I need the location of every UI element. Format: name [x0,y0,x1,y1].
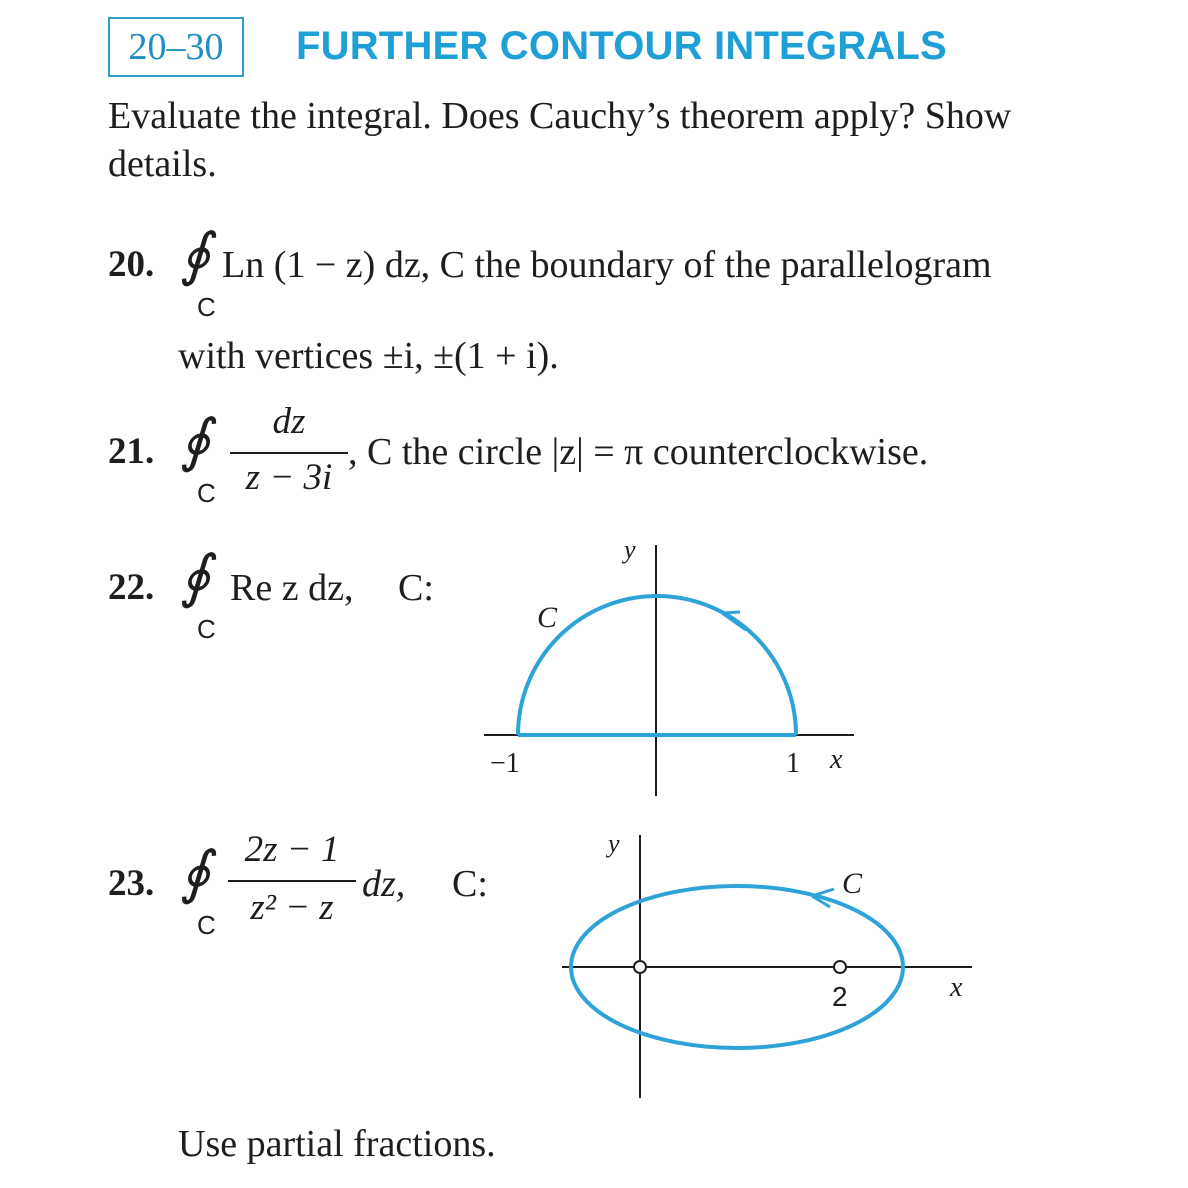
problem-21-text: , C the circle |z| = π counterclockwise. [348,431,929,473]
problem-22-contour-ref: C: [398,567,434,609]
problem-22-integrand: Re z dz, [230,567,354,609]
problem-20-text: Ln (1 − z) dz, C the boundary of the parallelogram [222,244,992,286]
fraction-numerator: dz [272,401,306,442]
contour-subscript: C [197,292,216,322]
problem-20-text-line2: with vertices ±i, ±(1 + i). [178,335,559,377]
problem-20-number: 20. [108,244,155,285]
section-title: FURTHER CONTOUR INTEGRALS [296,24,947,68]
problem-23-differential: dz, [362,863,406,905]
problem-23-contour-ref: C: [452,863,488,905]
tick-label-2: 2 [832,981,848,1012]
pole-marker-origin [634,961,646,973]
section-number: 20–30 [128,26,224,68]
fraction-numerator: 2z − 1 [244,829,340,870]
contour-integral-sign: ∮ [180,408,211,473]
contour-integral-sign: ∮ [180,222,211,287]
figure-23 [562,829,972,1098]
contour-subscript: C [197,614,216,644]
tick-label-left: −1 [490,748,520,779]
problem-21-number: 21. [108,431,155,472]
problem-22-number: 22. [108,567,155,608]
curve-label: C [537,601,558,634]
figure-22 [484,535,854,796]
y-axis-label: y [624,535,636,564]
x-axis-label: x [830,744,843,775]
fraction-denominator: z − 3i [245,457,333,498]
y-axis-label: y [608,829,620,858]
tick-label-right: 1 [786,748,800,779]
x-axis-label: x [950,972,963,1003]
curve-label: C [842,867,863,900]
contour-subscript: C [197,910,216,940]
contour-integral-sign: ∮ [180,544,211,609]
direction-arrow-icon [722,612,746,630]
instructions: Evaluate the integral. Does Cauchy’s theorem apply? Show details. [108,95,1012,185]
fraction-denominator: z² − z [250,887,334,928]
pole-marker-2 [834,961,846,973]
contour-subscript: C [197,478,216,508]
problem-23-number: 23. [108,863,155,904]
contour-integral-sign: ∮ [180,840,211,905]
problem-23-hint: Use partial fractions. [178,1123,496,1165]
